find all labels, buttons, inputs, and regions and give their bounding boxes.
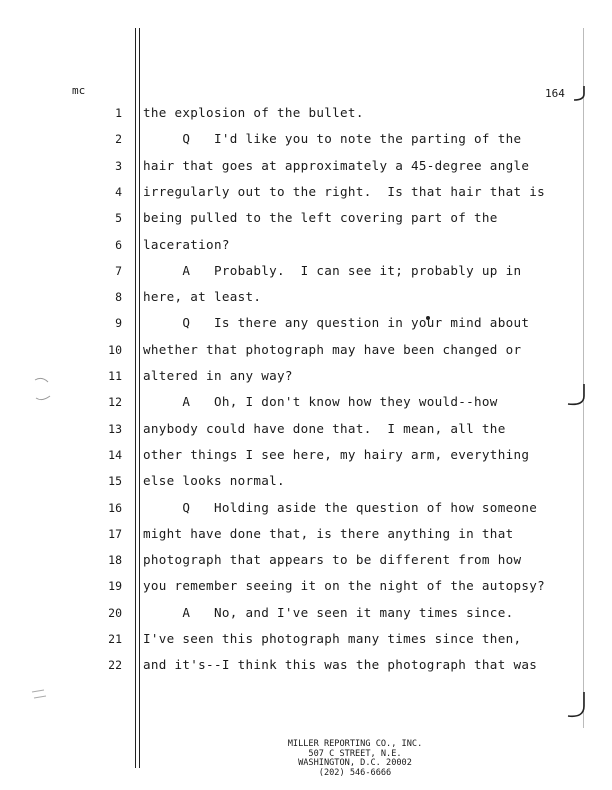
scan-mark-left-lower bbox=[30, 686, 50, 706]
line-text: anybody could have done that. I mean, all the bbox=[143, 420, 506, 436]
line-text: A Probably. I can see it; probably up in bbox=[143, 262, 522, 278]
line-number: 5 bbox=[115, 211, 122, 226]
footer-city: WASHINGTON, D.C. 20002 bbox=[298, 758, 412, 769]
line-number: 11 bbox=[108, 369, 122, 383]
line-number: 20 bbox=[108, 605, 122, 620]
line-text: being pulled to the left covering part of the bbox=[143, 210, 498, 226]
line-text: here, at least. bbox=[143, 289, 262, 305]
line-text: hair that goes at approximately a 45-degree angle bbox=[143, 157, 530, 173]
line-text: whether that photograph may have been changed or bbox=[143, 341, 522, 357]
line-number: 22 bbox=[108, 658, 122, 673]
line-number: 18 bbox=[108, 553, 122, 568]
transcript-line bbox=[0, 287, 612, 307]
transcript-line bbox=[0, 498, 612, 518]
reporter-initials: mc bbox=[72, 84, 86, 97]
line-number: 8 bbox=[115, 290, 122, 305]
transcript-line bbox=[0, 261, 612, 281]
transcript-line bbox=[0, 576, 612, 596]
line-text: the explosion of the bullet. bbox=[143, 105, 364, 120]
line-text: Q Is there any question in your mind about bbox=[143, 315, 530, 331]
line-text: photograph that appears to be different from how bbox=[143, 552, 522, 568]
line-number: 10 bbox=[108, 342, 122, 357]
transcript-line bbox=[0, 629, 612, 649]
line-text: and it's--I think this was the photograph that was bbox=[143, 657, 538, 673]
line-text: Q I'd like you to note the parting of the bbox=[143, 131, 522, 147]
transcript-line bbox=[0, 129, 612, 149]
line-number: 7 bbox=[115, 263, 122, 278]
transcript-line bbox=[0, 655, 612, 675]
binding-bracket-top bbox=[566, 84, 588, 104]
line-number: 17 bbox=[108, 526, 122, 541]
line-text: irregularly out to the right. Is that hair that is bbox=[143, 183, 545, 199]
line-number: 6 bbox=[115, 237, 122, 252]
footer-phone: (202) 546-6666 bbox=[318, 767, 392, 778]
line-text: you remember seeing it on the night of the autopsy? bbox=[143, 578, 545, 594]
line-text: A No, and I've seen it many times since. bbox=[143, 604, 514, 620]
line-number: 1 bbox=[115, 106, 122, 120]
footer-street: 507 C STREET, N.E. bbox=[308, 748, 402, 759]
reporting-company-footer bbox=[230, 740, 480, 778]
line-number: 15 bbox=[108, 474, 122, 489]
transcript-line bbox=[0, 103, 612, 123]
line-text: other things I see here, my hairy arm, everything bbox=[143, 446, 530, 462]
line-text: Q Holding aside the question of how someone bbox=[143, 499, 538, 515]
line-number: 9 bbox=[115, 316, 122, 331]
line-number: 3 bbox=[115, 158, 122, 173]
line-number: 21 bbox=[108, 632, 122, 646]
transcript-line bbox=[0, 419, 612, 439]
transcript-line bbox=[0, 156, 612, 176]
line-text: might have done that, is there anything in that bbox=[143, 525, 514, 541]
transcript-line bbox=[0, 366, 612, 386]
line-number: 2 bbox=[115, 132, 122, 147]
line-number: 14 bbox=[108, 447, 122, 462]
line-text: laceration? bbox=[143, 236, 230, 252]
transcript-line bbox=[0, 471, 612, 491]
line-number: 19 bbox=[108, 579, 122, 594]
transcript-line bbox=[0, 445, 612, 465]
line-text: A Oh, I don't know how they would--how bbox=[143, 394, 498, 410]
transcript-line bbox=[0, 235, 612, 255]
binding-bracket-bottom bbox=[562, 690, 590, 724]
line-number: 12 bbox=[108, 395, 122, 410]
transcript-line bbox=[0, 392, 612, 412]
line-text: I've seen this photograph many times since then, bbox=[143, 631, 522, 646]
transcript-line bbox=[0, 340, 612, 360]
line-text: altered in any way? bbox=[143, 368, 293, 383]
transcript-line bbox=[0, 208, 612, 228]
transcript-line bbox=[0, 550, 612, 570]
line-number: 13 bbox=[108, 421, 122, 436]
line-text: else looks normal. bbox=[143, 473, 285, 489]
transcript-line bbox=[0, 182, 612, 202]
page-number: 164 bbox=[545, 87, 565, 100]
transcript-line bbox=[0, 603, 612, 623]
footer-company: MILLER REPORTING CO., INC. bbox=[287, 739, 423, 749]
transcript-line bbox=[0, 313, 612, 333]
line-number: 16 bbox=[108, 500, 122, 515]
transcript-line bbox=[0, 524, 612, 544]
line-number: 4 bbox=[115, 184, 122, 199]
